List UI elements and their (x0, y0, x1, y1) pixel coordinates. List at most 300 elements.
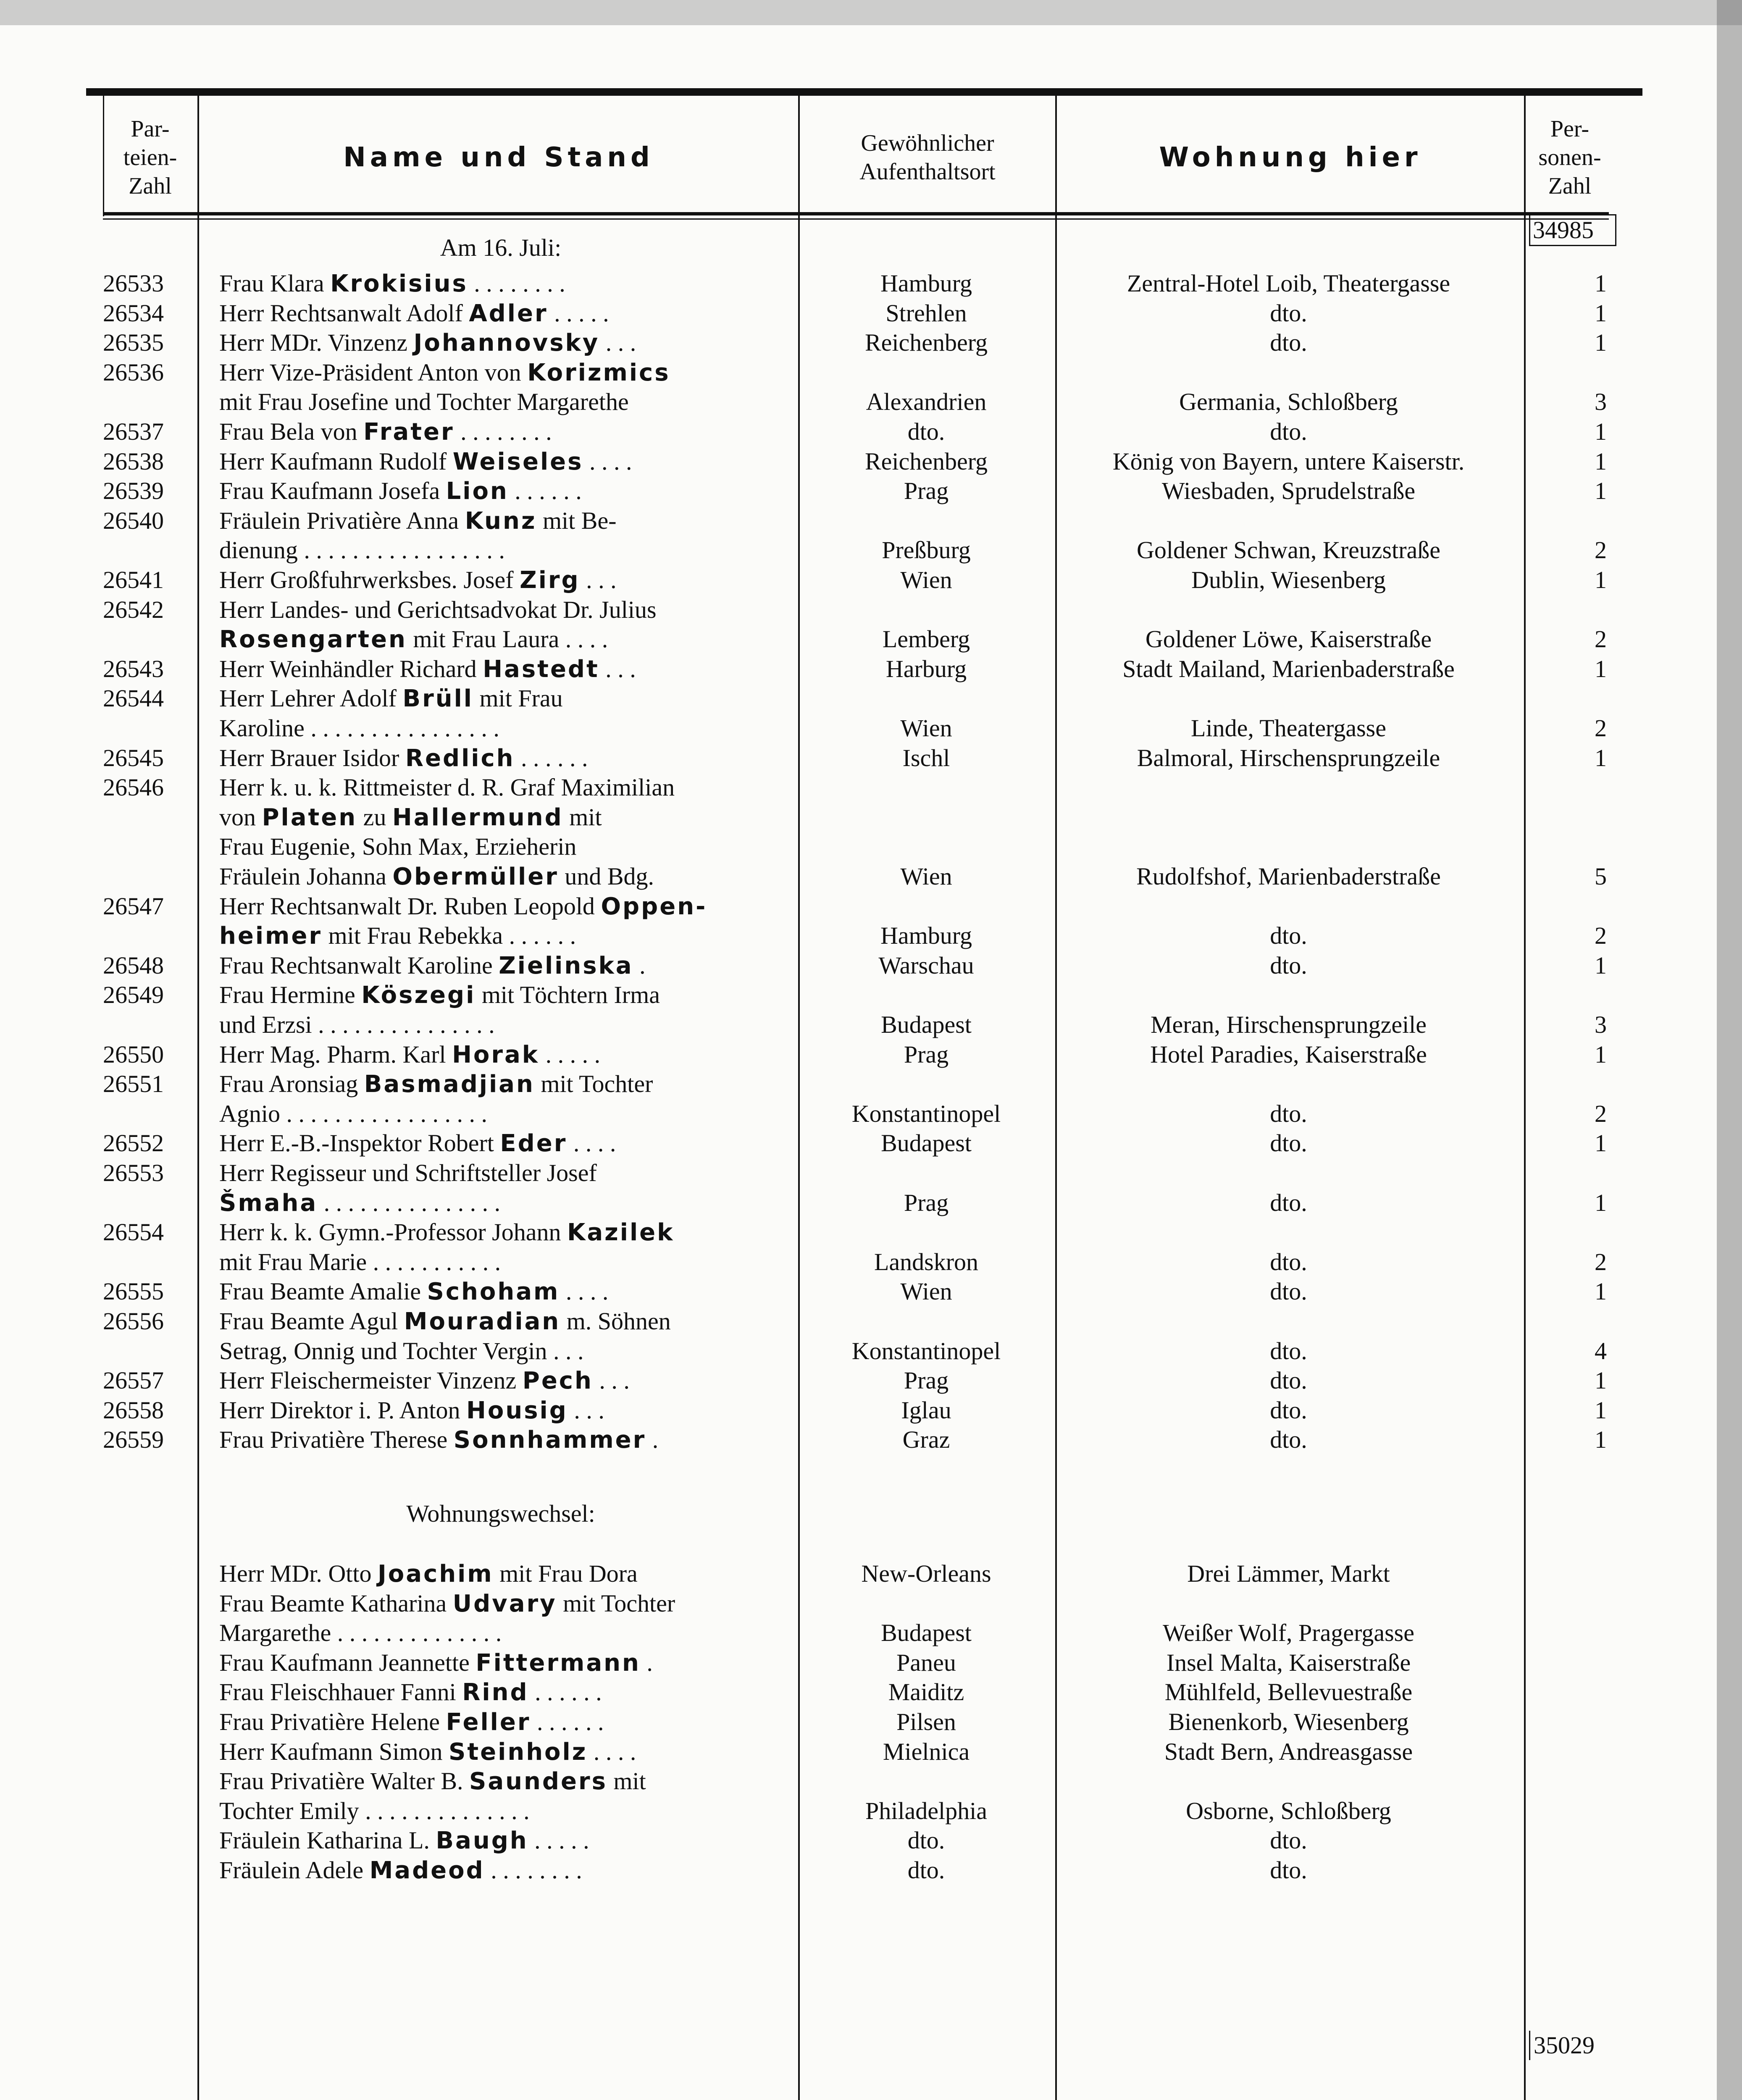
lodging-here: Osborne, Schloßberg (1186, 1797, 1391, 1824)
entry-prefix: Herr Fleischermeister Vinzenz (219, 1367, 523, 1394)
entry-line (0, 1129, 1742, 1158)
party-number: 26551 (103, 1070, 164, 1098)
entry-prefix: Herr Rechtsanwalt Dr. Ruben Leopold (219, 892, 601, 920)
entry-line (0, 921, 1742, 950)
lodging-here: dto. (1270, 1278, 1307, 1305)
entry-line (0, 1247, 1742, 1277)
party-number: 26559 (103, 1426, 164, 1454)
usual-residence: Wien (900, 863, 952, 890)
party-number: 26554 (103, 1218, 164, 1246)
entry-line (0, 1425, 1742, 1454)
entry-surname: Pech (522, 1367, 593, 1395)
entry-suffix: . . . . . . . . (468, 270, 565, 297)
usual-residence: Strehlen (885, 299, 967, 327)
entry-line (0, 803, 1742, 832)
entry-prefix: Herr k. k. Gymn.-Professor Johann (219, 1218, 567, 1246)
lodging-here: Goldener Schwan, Kreuzstraße (1136, 536, 1441, 564)
usual-residence: Ischl (902, 744, 950, 772)
persons-count: 1 (1595, 951, 1607, 979)
entry-name-text (219, 1707, 782, 1737)
lodging-here: dto. (1270, 1129, 1307, 1157)
entry-line (0, 743, 1742, 773)
entry-prefix: Herr Direktor i. P. Anton (219, 1396, 466, 1424)
entry-name-text (219, 1069, 782, 1099)
usual-residence: Prag (904, 477, 949, 505)
header-col4: Wohnung hier (1159, 142, 1422, 173)
entry-surname: Horak (452, 1041, 540, 1068)
entry-name-text (219, 1737, 782, 1767)
usual-residence: New-Orleans (861, 1560, 991, 1587)
entry-line (0, 1559, 1742, 1588)
header-col1-line3: Zahl (129, 173, 172, 199)
entry-surname: Zirg (520, 567, 580, 594)
usual-residence: Prag (904, 1040, 949, 1068)
entry-line (0, 684, 1742, 713)
usual-residence: Harburg (885, 655, 967, 682)
entry-suffix: . (633, 951, 646, 979)
entry-surname: Kazilek (567, 1219, 675, 1247)
party-number: 26545 (103, 744, 164, 772)
persons-count: 1 (1595, 744, 1607, 772)
entry-line (0, 1396, 1742, 1425)
entry-name-text (219, 625, 782, 654)
entry-name-text (219, 1677, 782, 1707)
entry-surname: Mouradian (404, 1308, 561, 1335)
entry-suffix: . . . . . (528, 1827, 589, 1854)
party-number: 26544 (103, 685, 164, 712)
persons-count: 5 (1595, 863, 1607, 890)
persons-count: 2 (1595, 1100, 1607, 1127)
entry-name-text (219, 1826, 782, 1856)
party-number: 26555 (103, 1278, 164, 1305)
entry-surname: Saunders (469, 1768, 607, 1796)
usual-residence: Maiditz (888, 1678, 964, 1706)
entry-suffix: . . . (599, 655, 636, 682)
entry-prefix: Frau Beamte Agul (219, 1307, 404, 1335)
entry-name-text (219, 1767, 782, 1796)
final-total-row (0, 2031, 1742, 2060)
entry-surname: Eder (500, 1130, 568, 1158)
entry-suffix: . . . . . . (515, 744, 588, 772)
entry-name-text (219, 1796, 782, 1826)
entry-prefix: Fräulein Adele (219, 1856, 370, 1884)
lodging-here: Rudolfshof, Marienbaderstraße (1136, 863, 1441, 890)
entry-surname: Redlich (405, 744, 515, 772)
entry-line (0, 328, 1742, 357)
entry-surname: Housig (466, 1396, 568, 1424)
entry-prefix: Herr k. u. k. Rittmeister d. R. Graf Maximilian (219, 774, 675, 801)
entry-line (0, 358, 1742, 387)
entry-line (0, 654, 1742, 684)
entry-name-text (219, 387, 782, 417)
entry-suffix: . . . (568, 1396, 604, 1424)
entry-name-text (219, 1010, 782, 1040)
entry-line (0, 476, 1742, 506)
entry-name-text (219, 1307, 782, 1336)
entry-prefix: Herr MDr. Vinzenz (219, 329, 414, 357)
party-number: 26549 (103, 981, 164, 1009)
entry-suffix: . . . . . . (508, 477, 582, 505)
entry-line (0, 1336, 1742, 1366)
entry-line (0, 269, 1742, 298)
entry-name-text (219, 980, 782, 1010)
entry-surname: Rosengarten (219, 626, 407, 654)
entry-line (0, 1648, 1742, 1677)
entry-line (0, 387, 1742, 417)
header-col5-line2: sonen- (1538, 144, 1601, 171)
entry-prefix: mit Frau Josefine und Tochter Margarethe (219, 388, 629, 416)
persons-count: 2 (1595, 536, 1607, 564)
entry-name-text (219, 328, 782, 358)
entry-line (0, 1277, 1742, 1306)
entry-suffix: mit Tochter (557, 1589, 675, 1617)
section-heading: Wohnungswechsel: (406, 1500, 595, 1527)
entry-prefix: Frau Eugenie, Sohn Max, Erzieherin (219, 833, 577, 861)
entry-line (0, 714, 1742, 743)
entry-name-text (219, 1589, 782, 1619)
entry-suffix: mit Frau Dora (493, 1560, 638, 1587)
party-number: 26538 (103, 447, 164, 475)
lodging-here: dto. (1270, 922, 1307, 950)
usual-residence: Philadelphia (865, 1797, 987, 1824)
persons-count: 1 (1595, 447, 1607, 475)
usual-residence: Landskron (874, 1248, 979, 1276)
entry-suffix: mit Töchtern Irma (476, 981, 660, 1009)
entry-surname: Hastedt (483, 655, 599, 683)
entry-prefix: Tochter Emily . . . . . . . . . . . . . . (219, 1797, 530, 1824)
usual-residence: Prag (904, 1367, 949, 1394)
entry-surname: Kunz (465, 507, 537, 535)
header-col3-line1: Gewöhnlicher (861, 130, 994, 156)
entry-line (0, 1767, 1742, 1796)
entry-name-text (219, 269, 782, 299)
usual-residence: Wien (900, 714, 952, 742)
persons-count: 2 (1595, 1248, 1607, 1276)
lodging-here: Meran, Hirschensprungzeile (1150, 1011, 1427, 1038)
entry-surname: Brüll (402, 685, 473, 713)
entry-surname: Sonnhammer (453, 1426, 646, 1454)
entry-prefix: Herr Weinhändler Richard (219, 655, 483, 682)
lodging-here: dto. (1270, 1189, 1307, 1216)
entry-suffix: . . . (599, 329, 636, 357)
lodging-here: Zentral-Hotel Loib, Theatergasse (1127, 270, 1450, 297)
entry-line (0, 1366, 1742, 1395)
entry-surname: Frater (363, 418, 455, 446)
entry-suffix: . (646, 1426, 659, 1454)
entry-line (0, 1618, 1742, 1648)
final-total: 35029 (1529, 2031, 1613, 2060)
header-parteien-zahl (103, 105, 197, 210)
header-col1-line1: Par- (131, 116, 170, 142)
persons-count: 1 (1595, 1396, 1607, 1424)
persons-count: 1 (1595, 270, 1607, 297)
top-rule (86, 88, 1642, 96)
usual-residence: Hamburg (880, 922, 972, 950)
entry-name-text (219, 684, 782, 714)
entry-line (0, 1099, 1742, 1129)
party-number: 26552 (103, 1129, 164, 1157)
entry-prefix: Frau Kaufmann Jeannette (219, 1648, 476, 1676)
header-col3-line2: Aufenthaltsort (859, 159, 996, 185)
entry-name-text (219, 447, 782, 477)
usual-residence: Wien (900, 566, 952, 593)
usual-residence: dto. (907, 418, 945, 445)
entry-suffix: und Bdg. (558, 863, 654, 890)
entry-surname: Johannovsky (413, 329, 600, 357)
entry-line (0, 536, 1742, 565)
usual-residence: dto. (907, 1827, 945, 1854)
entry-prefix: Frau Fleischhauer Fanni (219, 1678, 462, 1706)
usual-residence: Prag (904, 1189, 949, 1216)
usual-residence: Reichenberg (864, 447, 988, 475)
party-number: 26547 (103, 892, 164, 920)
entry-surname: Platen (262, 803, 357, 831)
entry-surname: Joachim (377, 1560, 494, 1588)
persons-count: 1 (1595, 477, 1607, 505)
entry-suffix: . . . . . . . . (454, 418, 552, 445)
entry-suffix: . . . . . (539, 1040, 601, 1068)
entry-name-text (219, 1336, 782, 1366)
party-number: 26548 (103, 951, 164, 979)
entry-suffix: . . . . . . . . . . . . . . . (318, 1189, 501, 1216)
entry-suffix: . . . . (560, 1278, 609, 1305)
usual-residence: Pilsen (896, 1708, 956, 1735)
usual-residence: Budapest (881, 1129, 972, 1157)
lodging-here: Stadt Mailand, Marienbaderstraße (1122, 655, 1455, 682)
entry-name-text (219, 892, 782, 921)
entry-prefix: Frau Beamte Katharina (219, 1589, 453, 1617)
entry-surname: Köszegi (361, 982, 476, 1009)
entry-name-text (219, 832, 782, 861)
lodging-here: dto. (1270, 1100, 1307, 1127)
entry-line (0, 1737, 1742, 1767)
entry-prefix: Herr Kaufmann Rudolf (219, 447, 453, 475)
entry-suffix: . . . . (583, 447, 632, 475)
entry-line (0, 625, 1742, 654)
entry-prefix: Herr Lehrer Adolf (219, 685, 403, 712)
entry-line (0, 1158, 1742, 1188)
entry-surname: Obermüller (392, 863, 559, 890)
lodging-here: Insel Malta, Kaiserstraße (1166, 1648, 1411, 1676)
entry-prefix: Frau Hermine (219, 981, 362, 1009)
party-number: 26537 (103, 418, 164, 445)
entry-suffix: mit (563, 803, 602, 831)
entry-surname: Krokisius (330, 270, 468, 297)
entry-surname: Basmadjian (364, 1071, 535, 1098)
persons-count: 1 (1595, 1278, 1607, 1305)
usual-residence: Budapest (881, 1619, 972, 1647)
entry-suffix: mit Frau Rebekka . . . . . . (322, 922, 576, 950)
usual-residence: Konstantinopel (851, 1100, 1001, 1127)
lodging-here: Linde, Theatergasse (1191, 714, 1386, 742)
entry-name-text (219, 654, 782, 684)
entry-surname: Udvary (452, 1590, 557, 1617)
entry-prefix: Frau Privatière Helene (219, 1708, 446, 1735)
lodging-here: dto. (1270, 951, 1307, 979)
party-number: 26542 (103, 596, 164, 623)
entry-prefix: Fräulein Katharina L. (219, 1827, 436, 1854)
lodging-here: dto. (1270, 1426, 1307, 1454)
persons-count: 1 (1595, 329, 1607, 357)
persons-count: 1 (1595, 1189, 1607, 1216)
lodging-here: Stadt Bern, Andreasgasse (1164, 1738, 1413, 1765)
usual-residence: Preßburg (882, 536, 971, 564)
entry-prefix: Herr Landes- und Gerichtsadvokat Dr. Julius (219, 596, 657, 623)
persons-count: 2 (1595, 922, 1607, 950)
entry-prefix: Frau Klara (219, 270, 331, 297)
party-number: 26533 (103, 270, 164, 297)
entry-suffix: . . . (593, 1367, 630, 1394)
lodging-here: König von Bayern, untere Kaiserstr. (1112, 447, 1465, 475)
lodging-here: dto. (1270, 329, 1307, 357)
entry-prefix: Frau Aronsiag (219, 1070, 364, 1098)
entry-suffix: mit Frau Laura . . . . (407, 625, 608, 653)
lodging-here: dto. (1270, 299, 1307, 327)
usual-residence: Reichenberg (864, 329, 988, 357)
entry-surname: Lion (446, 478, 509, 505)
entry-name-text (219, 1247, 782, 1277)
entry-prefix: Frau Privatière Walter B. (219, 1767, 470, 1795)
entry-prefix: Frau Rechtsanwalt Karoline (219, 951, 499, 979)
persons-count: 1 (1595, 1367, 1607, 1394)
entry-name-text (219, 1648, 782, 1678)
lodging-here: Wiesbaden, Sprudelstraße (1161, 477, 1416, 505)
persons-count: 1 (1595, 655, 1607, 682)
party-number: 26550 (103, 1040, 164, 1068)
persons-count: 2 (1595, 625, 1607, 653)
persons-count: 1 (1595, 1426, 1607, 1454)
entry-name-text (219, 476, 782, 506)
entry-prefix: Herr Brauer Isidor (219, 744, 405, 772)
entry-line (0, 1589, 1742, 1618)
usual-residence: Warschau (878, 951, 974, 979)
lodging-here: Germania, Schloßberg (1179, 388, 1398, 416)
entry-name-text (219, 506, 782, 536)
entry-prefix: Margarethe . . . . . . . . . . . . . . (219, 1619, 502, 1647)
entry-line (0, 1218, 1742, 1247)
entry-name-text (219, 921, 782, 951)
entry-name-text (219, 1099, 782, 1129)
entry-surname: Rind (462, 1679, 529, 1706)
entry-prefix: Herr MDr. Otto (219, 1560, 378, 1587)
entry-name-text (219, 595, 782, 625)
persons-count: 1 (1595, 299, 1607, 327)
entry-suffix: zu (357, 803, 392, 831)
entry-name-text (219, 1040, 782, 1070)
entry-line (0, 1188, 1742, 1218)
entry-surname: Fittermann (476, 1649, 641, 1677)
carry-over-total: 34985 (1529, 214, 1616, 246)
entry-prefix: Herr Regisseur und Schriftsteller Josef (219, 1159, 597, 1186)
usual-residence: Alexandrien (866, 388, 987, 416)
entry-surname: Madeod (369, 1857, 485, 1884)
entry-name-text (219, 565, 782, 595)
entry-prefix: Herr Kaufmann Simon (219, 1738, 449, 1765)
lodging-here: dto. (1270, 1337, 1307, 1365)
usual-residence: Lemberg (882, 625, 970, 653)
entry-name-text (219, 1366, 782, 1396)
entry-name-text (219, 951, 782, 981)
entry-name-text (219, 1618, 782, 1648)
header-aufenthaltsort (800, 105, 1055, 210)
entry-name-text (219, 417, 782, 447)
scan-top-edge (0, 0, 1742, 25)
entry-name-text (219, 1158, 782, 1188)
usual-residence: Paneu (896, 1648, 956, 1676)
header-personen-zahl (1526, 105, 1614, 210)
entry-line (0, 1040, 1742, 1069)
persons-count: 4 (1595, 1337, 1607, 1365)
entry-line (0, 892, 1742, 921)
entry-prefix: Frau Kaufmann Josefa (219, 477, 446, 505)
lodging-here: dto. (1270, 1856, 1307, 1884)
entry-prefix: Frau Bela von (219, 418, 364, 445)
entry-name-text (219, 714, 782, 743)
lodging-here: dto. (1270, 1248, 1307, 1276)
entry-prefix: dienung . . . . . . . . . . . . . . . . . (219, 536, 505, 564)
entry-name-text (219, 1188, 782, 1218)
party-number: 26540 (103, 507, 164, 534)
entry-name-text (219, 299, 782, 328)
entry-name-text (219, 536, 782, 565)
entry-surname: heimer (219, 922, 322, 950)
entry-suffix: . . . . . (548, 299, 609, 327)
party-number: 26543 (103, 655, 164, 682)
entry-prefix: Karoline . . . . . . . . . . . . . . . . (219, 714, 499, 742)
header-col1-line2: teien- (123, 144, 177, 171)
entry-prefix: Fräulein Privatière Anna (219, 507, 465, 534)
entry-surname: Adler (469, 299, 548, 327)
entry-name-text (219, 358, 782, 388)
entry-line (0, 1826, 1742, 1855)
entry-line (0, 1069, 1742, 1099)
usual-residence: Graz (902, 1426, 950, 1454)
entry-prefix: mit Frau Marie . . . . . . . . . . . (219, 1248, 501, 1276)
entry-suffix: . . . . (567, 1129, 616, 1157)
entry-line (0, 1307, 1742, 1336)
entry-surname: Hallermund (392, 803, 563, 831)
entry-suffix: mit Frau (473, 685, 563, 712)
party-number: 26553 (103, 1159, 164, 1186)
entry-surname: Baugh (436, 1827, 528, 1855)
header-col5-line1: Per- (1550, 116, 1590, 142)
entry-prefix: und Erzsi . . . . . . . . . . . . . . . (219, 1011, 495, 1038)
entry-suffix: m. Söhnen (560, 1307, 671, 1335)
usual-residence: Budapest (881, 1011, 972, 1038)
entry-suffix: . . . (580, 566, 617, 593)
header-wohnung-hier (1057, 105, 1524, 210)
entry-suffix: mit Be- (536, 507, 617, 534)
entry-name-text (219, 862, 782, 892)
entry-suffix: . . . . . . . . (484, 1856, 582, 1884)
persons-count: 3 (1595, 1011, 1607, 1038)
usual-residence: Mielnica (883, 1738, 970, 1765)
entry-line (0, 773, 1742, 802)
entry-prefix: Setrag, Onnig und Tochter Vergin . . . (219, 1337, 584, 1365)
usual-residence: Hamburg (880, 270, 972, 297)
entry-line (0, 595, 1742, 625)
party-number: 26546 (103, 774, 164, 801)
entry-line (0, 299, 1742, 328)
date-heading: Am 16. Juli: (440, 234, 562, 261)
entry-suffix: . . . . . . (531, 1708, 604, 1735)
entry-line (0, 447, 1742, 476)
entry-name-text (219, 1277, 782, 1307)
header-name-und-stand (199, 105, 798, 210)
lodging-here: dto. (1270, 1367, 1307, 1394)
entry-line (0, 1796, 1742, 1826)
entry-name-text (219, 1129, 782, 1158)
